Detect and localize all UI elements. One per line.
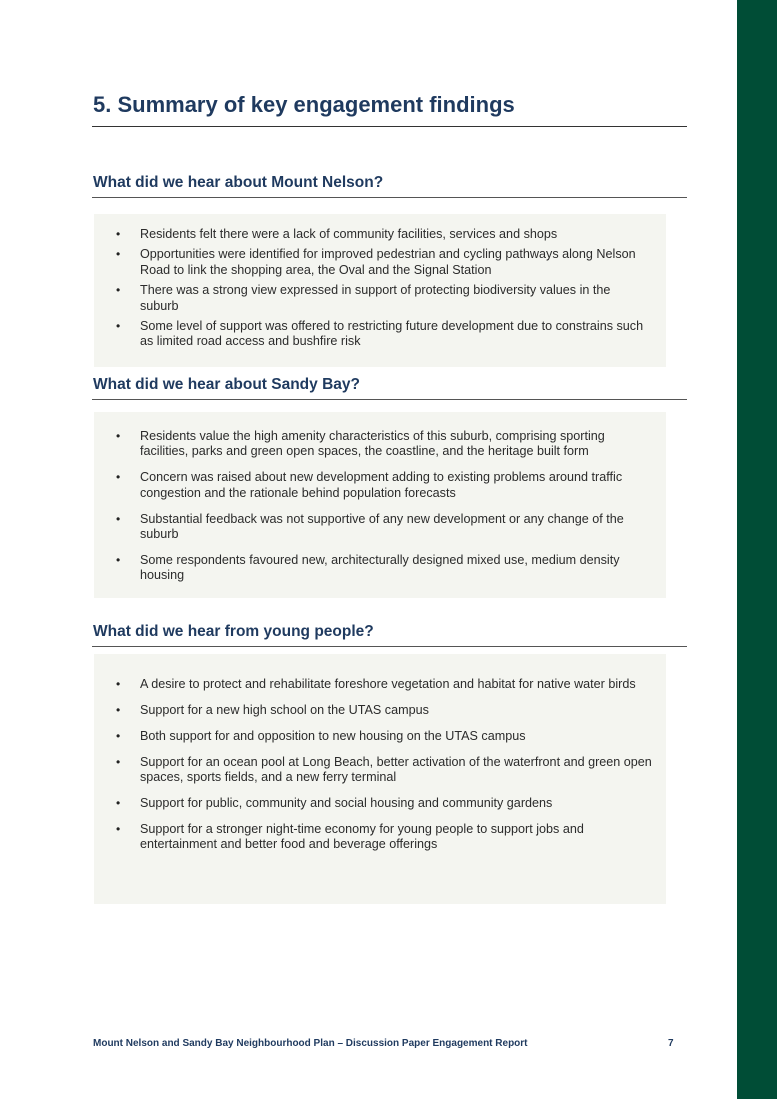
findings-list-sandy-bay — [116, 429, 652, 594]
side-accent-band — [737, 0, 777, 1099]
section-divider-sandy-bay — [92, 399, 687, 400]
bullet-icon: • — [116, 702, 121, 717]
section-heading-sandy-bay: What did we hear about Sandy Bay? — [93, 376, 360, 393]
findings-list-young-people — [116, 677, 652, 863]
bullet-icon: • — [116, 511, 121, 526]
list-item: • Some respondents favoured new, architecturally designed mixed use, medium density housing — [116, 552, 620, 583]
bullet-icon: • — [116, 552, 121, 567]
section-heading-mount-nelson: What did we hear about Mount Nelson? — [93, 174, 384, 191]
title-divider — [92, 126, 687, 127]
bullet-icon: • — [116, 247, 121, 262]
findings-panel-sandy-bay — [94, 412, 666, 598]
bullet-icon: • — [116, 796, 121, 811]
list-item: • Concern was raised about new development adding to existing problems around traffic congestion and the rationale behind population forecasts — [116, 470, 623, 500]
section-divider-young-people — [92, 646, 687, 647]
list-item: • Some level of support was offered to restricting future development due to constrains such as limited road access and bushfire risk — [116, 319, 644, 349]
bullet-icon: • — [116, 754, 121, 769]
bullet-icon: • — [116, 728, 121, 743]
list-item: • Substantial feedback was not supportive of any new development or any change of the suburb — [116, 511, 624, 542]
list-item: • Support for an ocean pool at Long Beach, better activation of the waterfront and green open spaces, sports fields, and a new ferry terminal — [116, 754, 652, 785]
bullet-icon: • — [116, 227, 121, 241]
page-number: 7 — [668, 1038, 674, 1049]
page-title: 5. Summary of key engagement findings — [93, 92, 515, 117]
findings-panel-young-people — [94, 654, 666, 904]
section-heading-young-people: What did we hear from young people? — [93, 623, 374, 640]
list-item: • Both support for and opposition to new housing on the UTAS campus — [116, 728, 526, 743]
section-divider-mount-nelson — [92, 197, 687, 198]
findings-panel-mount-nelson — [94, 214, 666, 367]
list-item: • Support for a stronger night-time economy for young people to support jobs and entertainment and better food and beverage offerings — [116, 821, 584, 852]
list-item: • A desire to protect and rehabilitate foreshore vegetation and habitat for native water birds — [116, 677, 636, 691]
bullet-icon: • — [116, 470, 121, 485]
list-item: • Support for a new high school on the UTAS campus — [116, 702, 429, 717]
list-item: • Opportunities were identified for improved pedestrian and cycling pathways along Nelson Road to link the shopping area, the Oval and the Signal Station — [116, 247, 636, 277]
bullet-icon: • — [116, 821, 121, 836]
bullet-icon: • — [116, 677, 121, 691]
list-item: • Support for public, community and social housing and community gardens — [116, 796, 553, 811]
bullet-icon: • — [116, 429, 121, 443]
list-item: • Residents value the high amenity characteristics of this suburb, comprising sporting facilities, parks and green open spaces, the coastline, and the heritage built form — [116, 429, 605, 459]
list-item: • Residents felt there were a lack of community facilities, services and shops — [116, 227, 558, 241]
list-item: • There was a strong view expressed in support of protecting biodiversity values in the suburb — [116, 283, 611, 313]
bullet-icon: • — [116, 283, 121, 298]
footer-document-title: Mount Nelson and Sandy Bay Neighbourhood Plan – Discussion Paper Engagement Report — [93, 1038, 528, 1049]
bullet-icon: • — [116, 319, 121, 334]
findings-list-mount-nelson — [116, 227, 652, 355]
